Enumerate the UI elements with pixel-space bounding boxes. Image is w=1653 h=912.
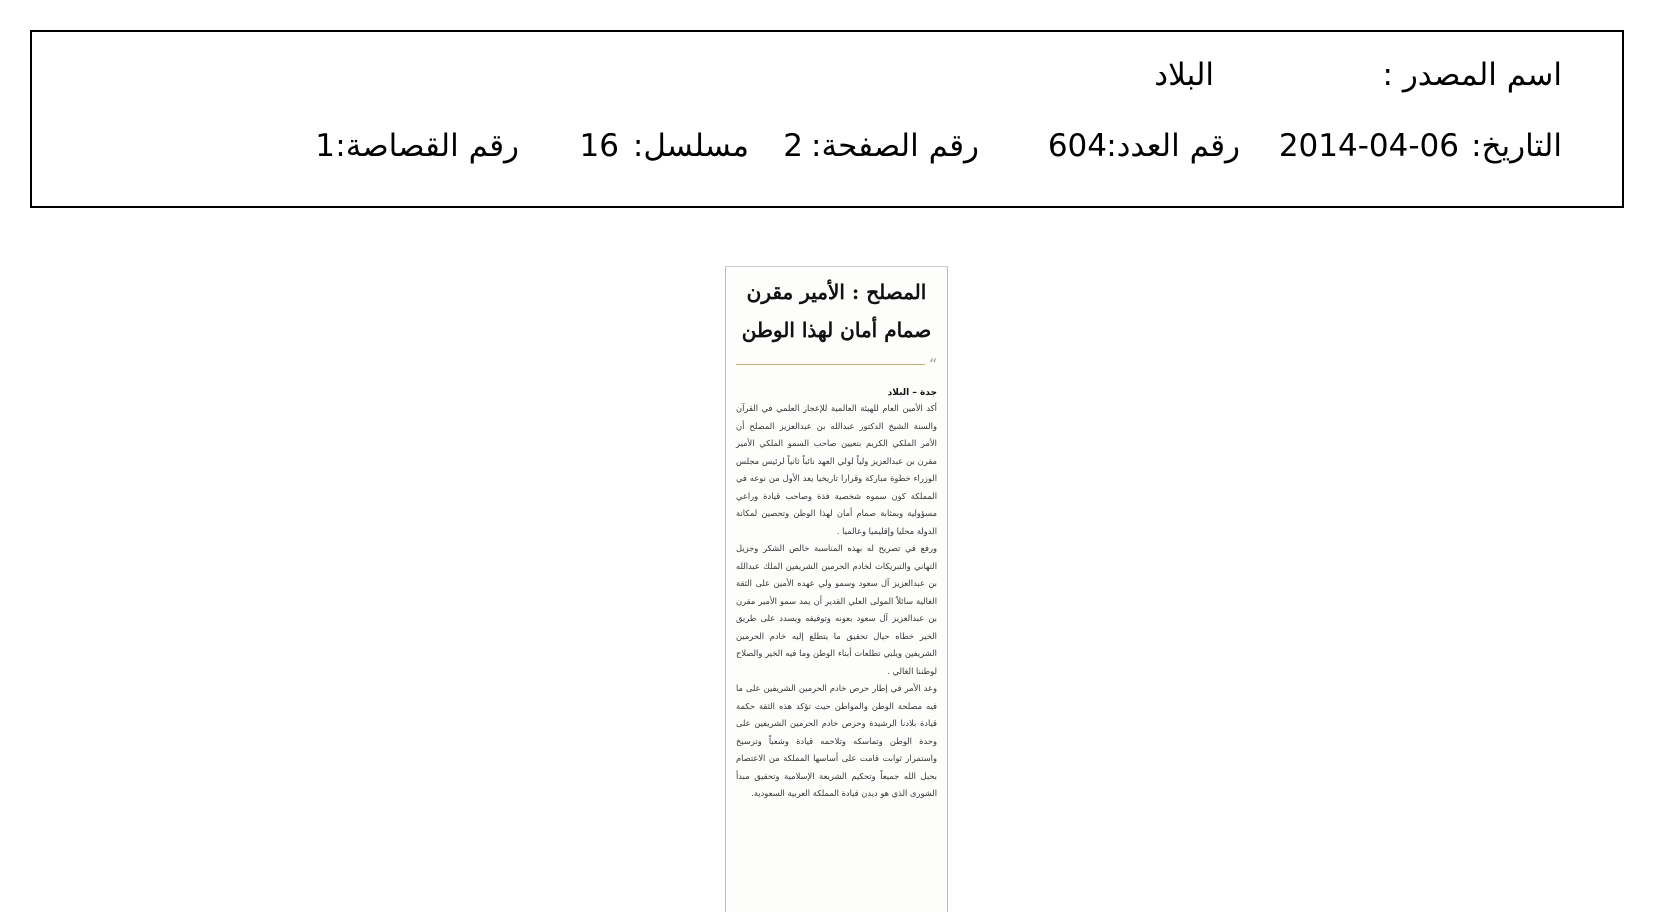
headline-line-2: صمام أمان لهذا الوطن — [741, 318, 932, 342]
date-value: 2014-04-06 — [1278, 128, 1459, 164]
article-byline: جدة – البلاد — [887, 388, 937, 398]
article-headline — [726, 273, 947, 349]
source-info-box — [30, 30, 1624, 208]
issue-value: 604 — [1047, 128, 1107, 164]
page-label: رقم الصفحة: — [811, 128, 979, 164]
page-value: 2 — [783, 128, 803, 164]
clip-number-label: رقم القصاصة: — [335, 128, 519, 164]
article-paragraph: وعد الأمر في إطار حرص خادم الحرمين الشريفين على ما فيه مصلحة الوطن والمواطن حيث تؤكد هذه الثقة حكمة قيادة بلادنا الرشيدة وحرص خادم الحرمين الشريفين على وحدة الوطن وتماسكه وتلاحمه قيادة وشعباً وترسيخ واستمرار ثوابت قامت على أساسها المملكة من الاعتصام بحبل الله جميعاً وتحكيم الشريعة الإسلامية وتحقيق مبدأ الشورى الذي هو ديدن قيادة المملكة العربية السعودية. — [736, 683, 937, 798]
date-label: التاريخ: — [1471, 128, 1562, 164]
divider-line — [736, 364, 925, 365]
newspaper-clipping — [725, 266, 948, 912]
quote-mark-icon: “ — [928, 355, 937, 374]
clip-number-value: 1 — [315, 128, 335, 164]
source-label: اسم المصدر : — [1382, 57, 1562, 93]
article-paragraph: ورفع في تصريح له بهذه المناسبة خالص الشكر وجزيل التهاني والتبريكات لخادم الحرمين الشريفين الملك عبدالله بن عبدالعزيز آل سعود وسمو ولي عهده الأمين على الثقة الغالية سائلاً المولى العلي القدير أن يمد سمو الأمير مقرن بن عبدالعزيز آل سعود بعونه وتوفيقه ويسدد على طريق الخير خطاه حيال تحقيق ما يتطلع إليه خادم الحرمين الشريفين ويلبي تطلعات أبناء الوطن وما فيه الخير والصلاح لوطننا الغالي . — [736, 543, 937, 676]
serial-value: 16 — [579, 128, 619, 164]
source-value: البلاد — [1154, 57, 1214, 93]
article-paragraph: أكد الأمين العام للهيئة العالمية للإعجاز العلمي في القرآن والسنة الشيخ الدكتور عبدالله بن عبدالعزيز المصلح أن الأمر الملكي الكريم بتعيين صاحب السمو الملكي الأمير مقرن بن عبدالعزيز ولياً لولي العهد نائباً ثانياً لرئيس مجلس الوزراء خطوة مباركة وقرارا تاريخيا يعد الأول من نوعه في المملكة كون سموه شخصية فذة وصاحب قيادة وراعي مسؤولية وبمثابة صمام أمان لهذا الوطن وتحصين لمكانة الدولة محليا وإقليميا وعالميا . — [736, 403, 937, 536]
headline-line-1: المصلح : الأمير مقرن — [746, 280, 927, 304]
issue-label: رقم العدد: — [1106, 128, 1240, 164]
serial-label: مسلسل: — [632, 128, 749, 164]
article-body — [736, 400, 937, 803]
headline-divider — [736, 355, 937, 374]
